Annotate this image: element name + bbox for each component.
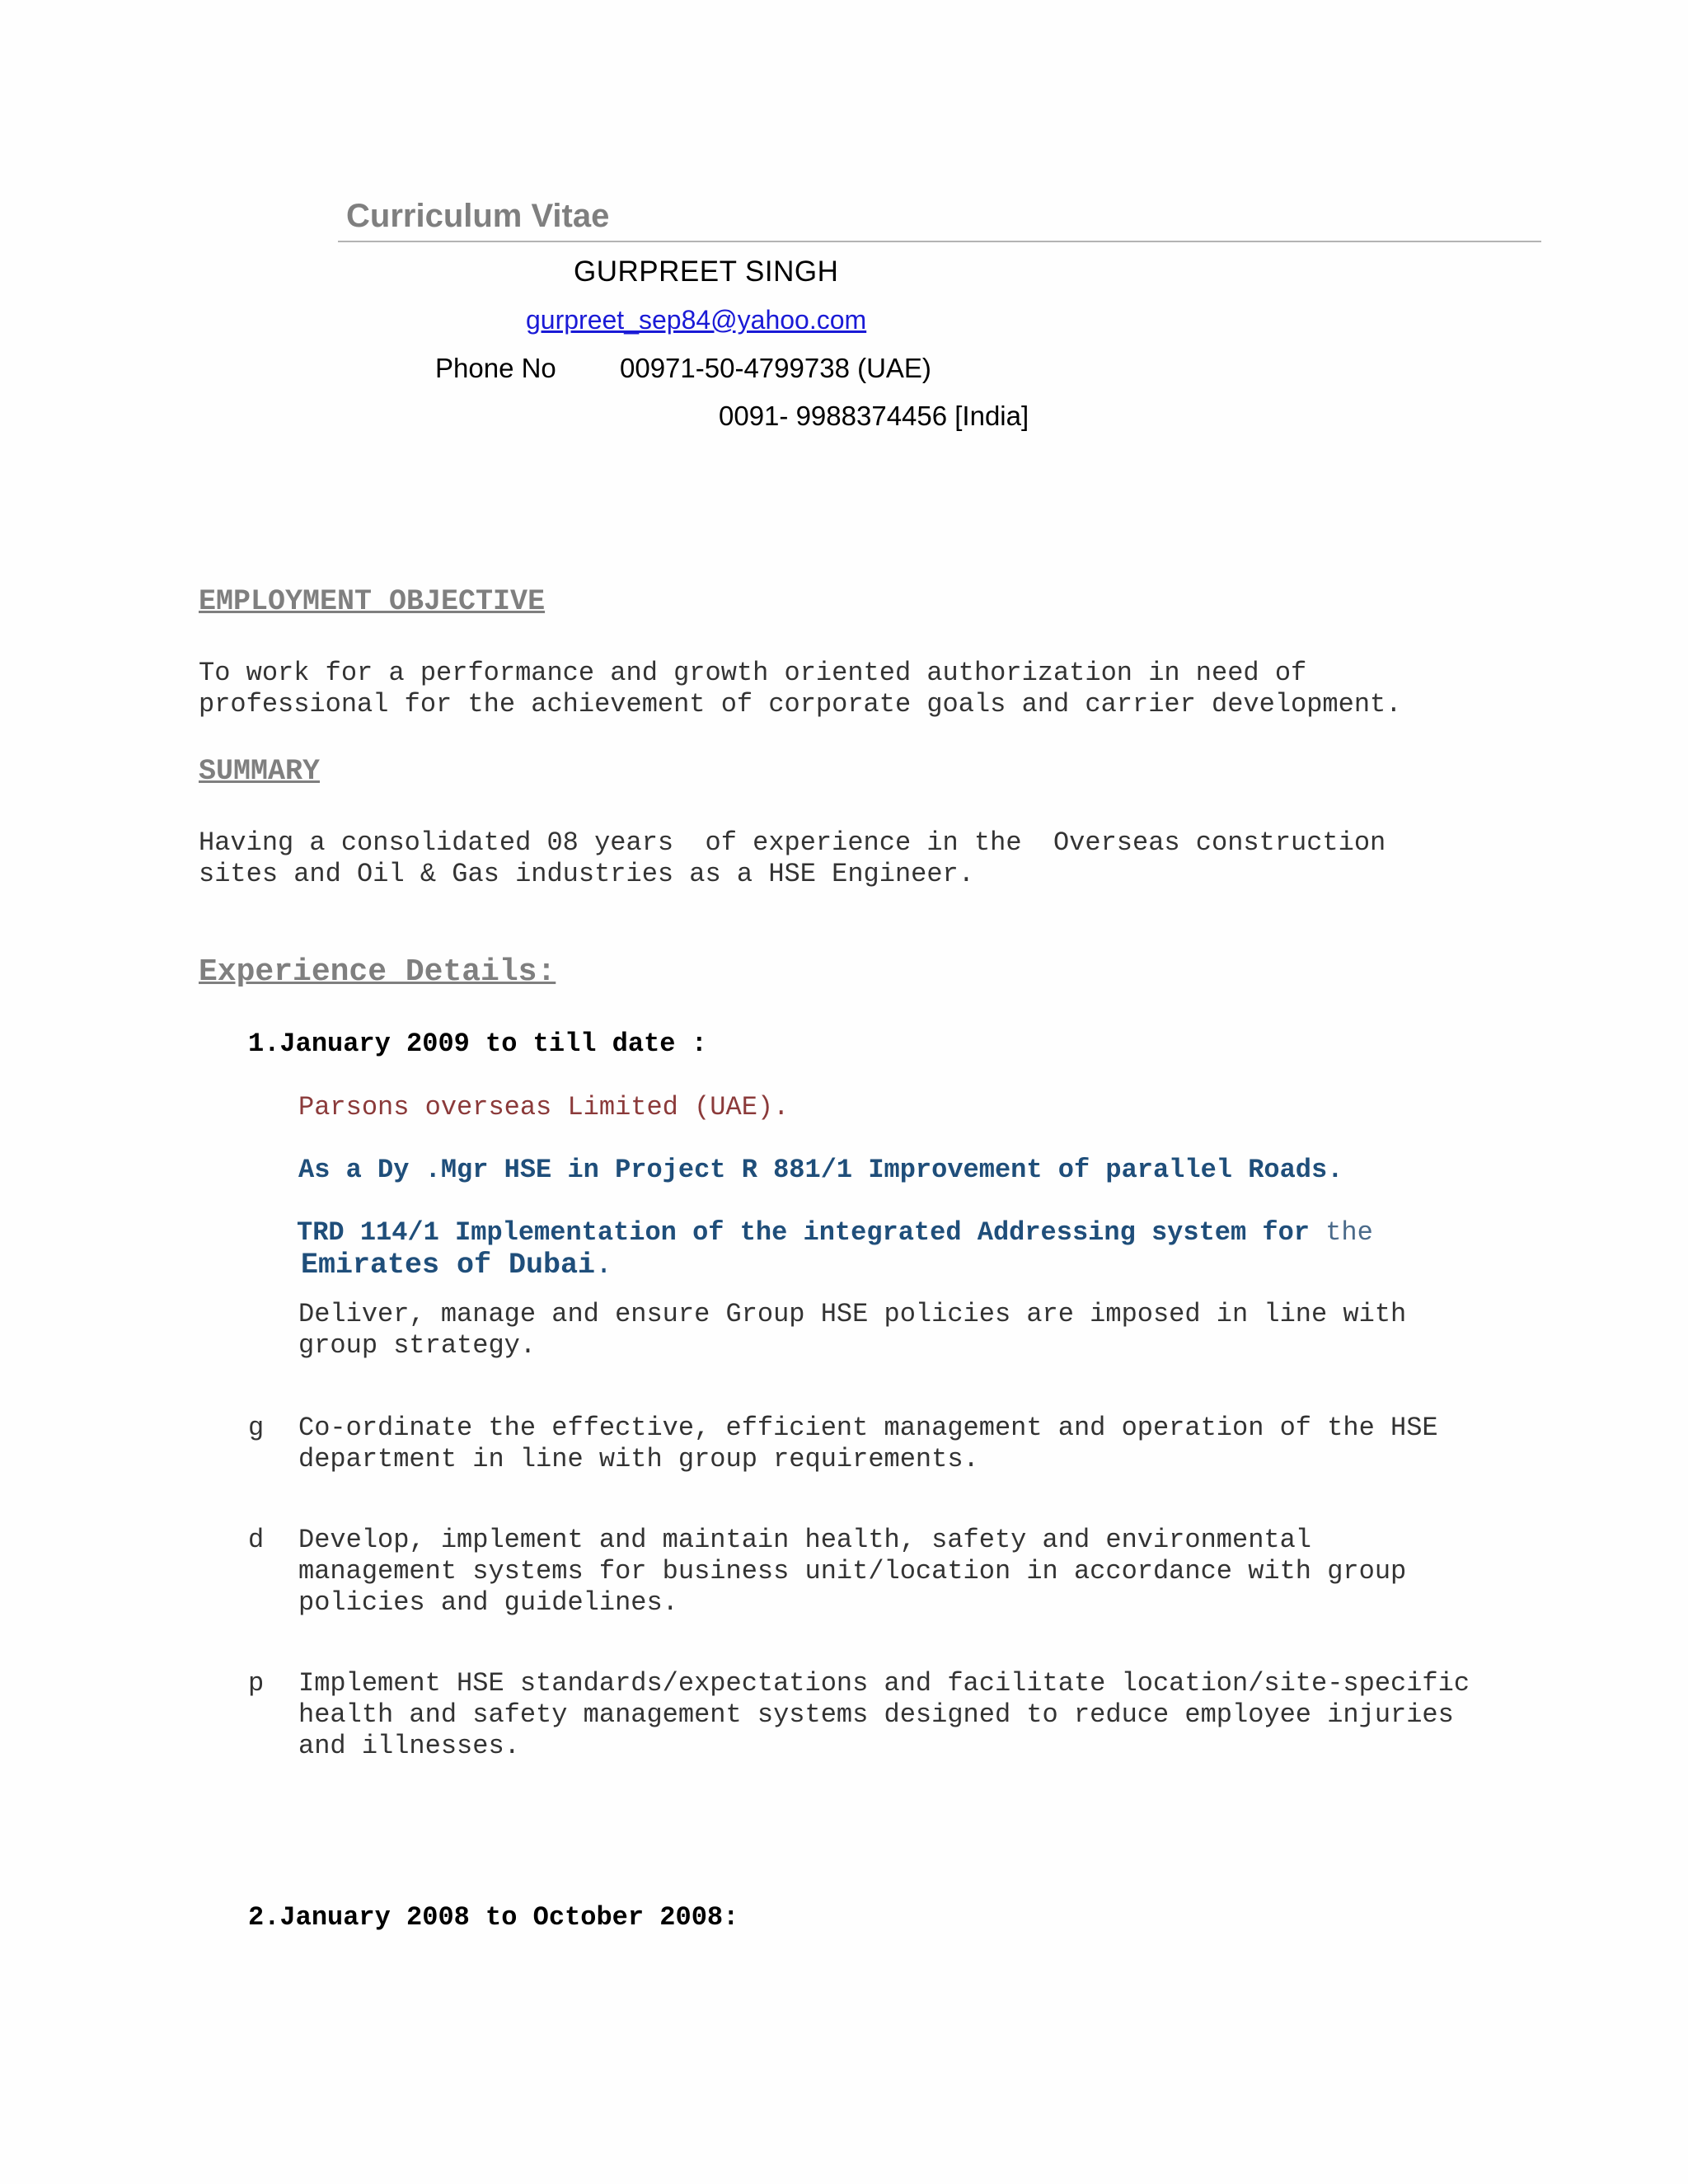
bullet-text: Implement HSE standards/expectations and facilitate location/site-specific health and safety management systems designed to reduce employee injuries and illnesses. <box>298 1668 1470 1761</box>
email-link[interactable]: gurpreet_sep84@yahoo.com <box>526 305 867 335</box>
bullet-marker: p <box>248 1668 265 1699</box>
bullet-text: Co-ordinate the effective, efficient management and operation of the HSE department in line with group requirements. <box>298 1413 1438 1474</box>
bullet-marker: g <box>248 1413 265 1443</box>
job-1-company: Parsons overseas Limited (UAE). <box>298 1092 790 1122</box>
job-2-date: 2.January 2008 to October 2008: <box>248 1902 739 1933</box>
bullet-marker: d <box>248 1525 265 1555</box>
job-1-role-line-3-end: . <box>595 1249 613 1282</box>
summary-heading: SUMMARY <box>199 755 321 788</box>
summary-text: Having a consolidated 08 years of experience in the Overseas construction sites and Oil & Gas industries as a HSE Engineer. <box>199 827 1386 889</box>
phone-uae: 00971-50-4799738 (UAE) <box>620 353 931 383</box>
phone-label: Phone No <box>435 353 556 383</box>
job-1-role-line-2-thin: the <box>1310 1217 1373 1248</box>
objective-text: To work for a performance and growth oriented authorization in need of professional for the achievement of corporate goals and carrier development. <box>199 658 1402 719</box>
job-1-role-line-2 <box>297 1217 1373 1248</box>
job-1-role-line-2-bold: TRD 114/1 Implementation of the integrated Addressing system for <box>297 1217 1310 1248</box>
title-divider <box>338 241 1541 242</box>
job-1-role-line-3-bold: Emirates of Dubai <box>301 1249 596 1282</box>
job-1-intro: Deliver, manage and ensure Group HSE policies are imposed in line with group strategy. <box>298 1299 1407 1361</box>
document-title: Curriculum Vitae <box>346 198 610 234</box>
job-1-date: 1.January 2009 to till date : <box>248 1029 707 1059</box>
objective-heading: EMPLOYMENT OBJECTIVE <box>199 585 546 618</box>
candidate-name: GURPREET SINGH <box>574 255 839 288</box>
bullet-text: Develop, implement and maintain health, safety and environmental management systems for business unit/location in accordance with group policies and guidelines. <box>298 1525 1407 1618</box>
job-1-role-line-1: As a Dy .Mgr HSE in Project R 881/1 Improvement of parallel Roads. <box>298 1155 1343 1185</box>
phone-india: 0091- 9988374456 [India] <box>719 401 1029 431</box>
experience-heading: Experience Details: <box>199 954 556 990</box>
job-1-role-line-3 <box>301 1249 612 1282</box>
